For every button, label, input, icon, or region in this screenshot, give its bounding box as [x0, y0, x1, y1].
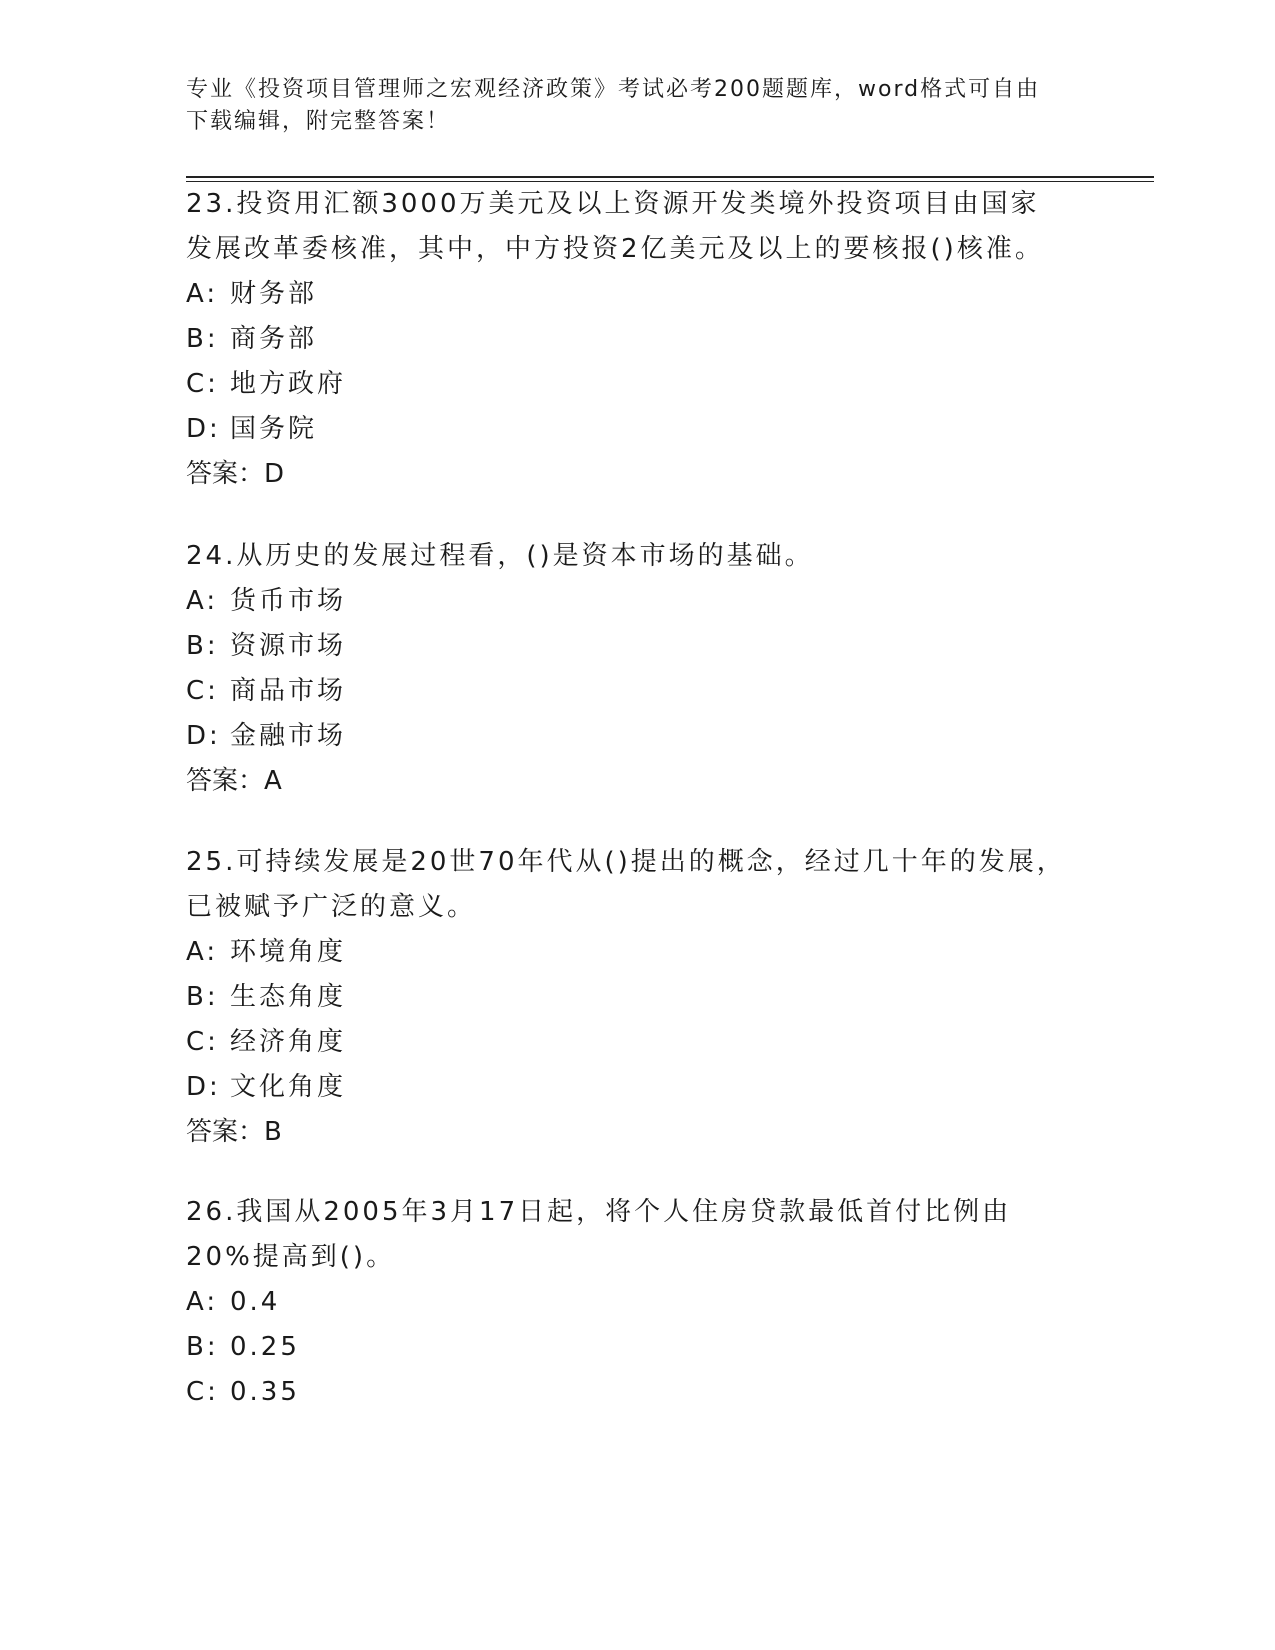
option-b: [186, 975, 1066, 1020]
option-key: C:: [186, 369, 219, 399]
option-b: [186, 1325, 1066, 1370]
answer-line: 答案：A: [186, 766, 282, 796]
option-c: [186, 1020, 1066, 1065]
question-block: [186, 182, 1066, 497]
option-key: D:: [186, 414, 221, 444]
question-block: [186, 1190, 1066, 1415]
option-d: [186, 1065, 1066, 1110]
header-divider-thick: [186, 176, 1154, 178]
option-text: 0.35: [230, 1377, 300, 1407]
option-text: 商务部: [230, 324, 318, 354]
option-key: B:: [186, 631, 219, 661]
option-key: B:: [186, 1332, 219, 1362]
question-text: 25.可持续发展是20世70年代从()提出的概念，经过几十年的发展，已被赋予广泛的意义。: [186, 847, 1066, 922]
header-line-1: 专业《投资项目管理师之宏观经济政策》考试必考200题题库，word格式可自由: [186, 77, 1041, 102]
option-key: C:: [186, 1027, 219, 1057]
option-text: 地方政府: [230, 369, 347, 399]
option-text: 商品市场: [230, 676, 347, 706]
option-a: [186, 930, 1066, 975]
option-b: [186, 624, 1066, 669]
question-block: [186, 534, 1066, 804]
option-a: [186, 579, 1066, 624]
option-d: [186, 407, 1066, 452]
question-text: 23.投资用汇额3000万美元及以上资源开发类境外投资项目由国家发展改革委核准，其中，中方投资2亿美元及以上的要核报()核准。: [186, 189, 1044, 264]
option-a: [186, 1280, 1066, 1325]
question-text: 26.我国从2005年3月17日起，将个人住房贷款最低首付比例由20%提高到()。: [186, 1197, 1012, 1272]
option-c: [186, 1370, 1066, 1415]
option-text: 货币市场: [230, 586, 347, 616]
option-text: 生态角度: [230, 982, 347, 1012]
option-text: 文化角度: [230, 1072, 347, 1102]
option-text: 经济角度: [230, 1027, 347, 1057]
option-text: 环境角度: [230, 937, 347, 967]
document-header: [186, 74, 1066, 138]
option-text: 资源市场: [230, 631, 347, 661]
option-d: [186, 714, 1066, 759]
answer-line: 答案：B: [186, 1117, 282, 1147]
header-line-2: 下载编辑，附完整答案！: [186, 109, 451, 134]
option-key: A:: [186, 1287, 219, 1317]
question-text: 24.从历史的发展过程看，()是资本市场的基础。: [186, 541, 814, 571]
option-key: D:: [186, 721, 221, 751]
question-block: [186, 840, 1066, 1155]
option-key: A:: [186, 586, 219, 616]
option-text: 0.4: [230, 1287, 281, 1317]
option-key: D:: [186, 1072, 221, 1102]
option-c: [186, 669, 1066, 714]
option-a: [186, 272, 1066, 317]
option-key: B:: [186, 324, 219, 354]
option-b: [186, 317, 1066, 362]
option-key: A:: [186, 937, 219, 967]
option-key: A:: [186, 279, 219, 309]
option-key: C:: [186, 1377, 219, 1407]
option-c: [186, 362, 1066, 407]
option-text: 财务部: [230, 279, 318, 309]
answer-line: 答案：D: [186, 459, 285, 489]
option-key: C:: [186, 676, 219, 706]
option-text: 金融市场: [230, 721, 347, 751]
option-text: 国务院: [230, 414, 318, 444]
option-text: 0.25: [230, 1332, 300, 1362]
option-key: B:: [186, 982, 219, 1012]
